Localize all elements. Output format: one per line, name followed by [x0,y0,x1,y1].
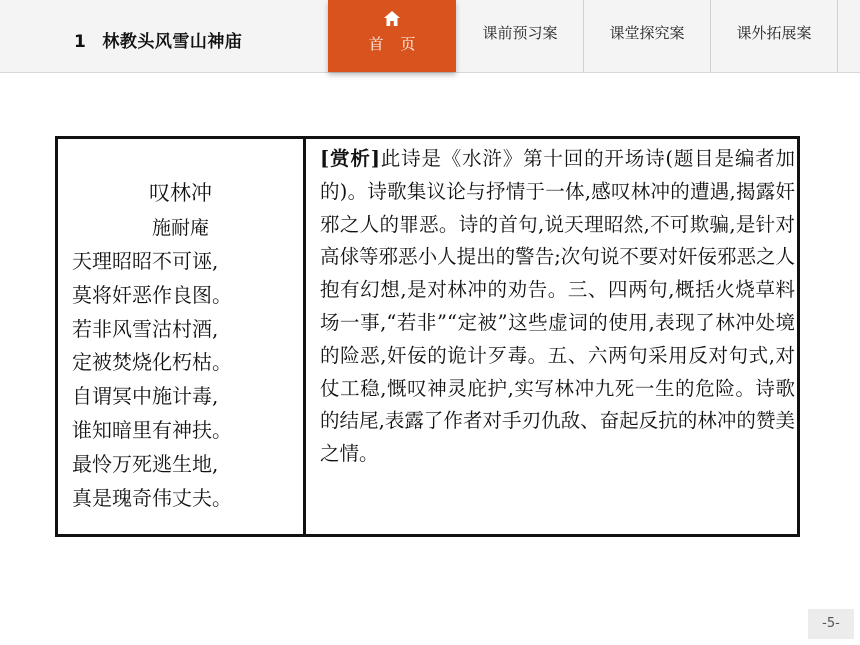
poem-line: 定被焚烧化朽枯。 [72,350,232,375]
top-navigation-bar [0,0,860,73]
content-table [55,136,800,537]
poem-line: 若非风雪沽村酒, [72,316,219,341]
appreciation-tag: [赏析] [320,147,380,170]
poem-line: 真是瑰奇伟丈夫。 [72,485,232,510]
poem-line: 莫将奸恶作良图。 [72,282,232,307]
tab-in-class-inquiry[interactable]: 课堂探究案 [584,0,711,72]
home-icon [384,11,400,30]
home-button[interactable] [328,0,456,72]
poem-panel [58,139,306,534]
page-number: -5- [808,609,854,639]
appreciation-panel [320,143,795,471]
poem-line: 天理昭昭不可诬, [72,249,219,273]
poem-line: 自谓冥中施计毒, [72,384,219,409]
home-button-label: 首 页 [368,35,422,53]
poem-lines [72,245,232,515]
lesson-title [74,27,242,52]
appreciation-text: 此诗是《水浒》第十回的开场诗(题目是编者加的)。诗歌集议论与抒情于一体,感叹林冲的遭遇,揭露奸邪之人的罪恶。诗的首句,说天理昭然,不可欺骗,是针对高俅等邪恶小人提出的警告;次句说不要对奸佞邪恶之人抱有幻想,是对林冲的劝告。三、四两句,概括火烧草料场一事,“若非”“定被”这些虚词的使用,表现了林冲处境的险恶,奸佞的诡计歹毒。五、六两句采用反对句式,对仗工稳,慨叹神灵庇护,实写林冲九死一生的危险。诗歌的结尾,表露了作者对手刃仇敌、奋起反抗的林冲的赞美之情。 [320,147,796,466]
lesson-number: 1 [74,32,87,52]
poem-author: 施耐庵 [151,217,209,239]
tab-pre-class-preview[interactable]: 课前预习案 [457,0,584,72]
lesson-title-text: 林教头风雪山神庙 [102,32,243,52]
poem-line: 最怜万死逃生地, [72,451,219,476]
poem-title: 叹林冲 [149,181,212,205]
poem-line: 谁知暗里有神扶。 [72,417,232,442]
tab-extracurricular-extension[interactable]: 课外拓展案 [711,0,838,72]
